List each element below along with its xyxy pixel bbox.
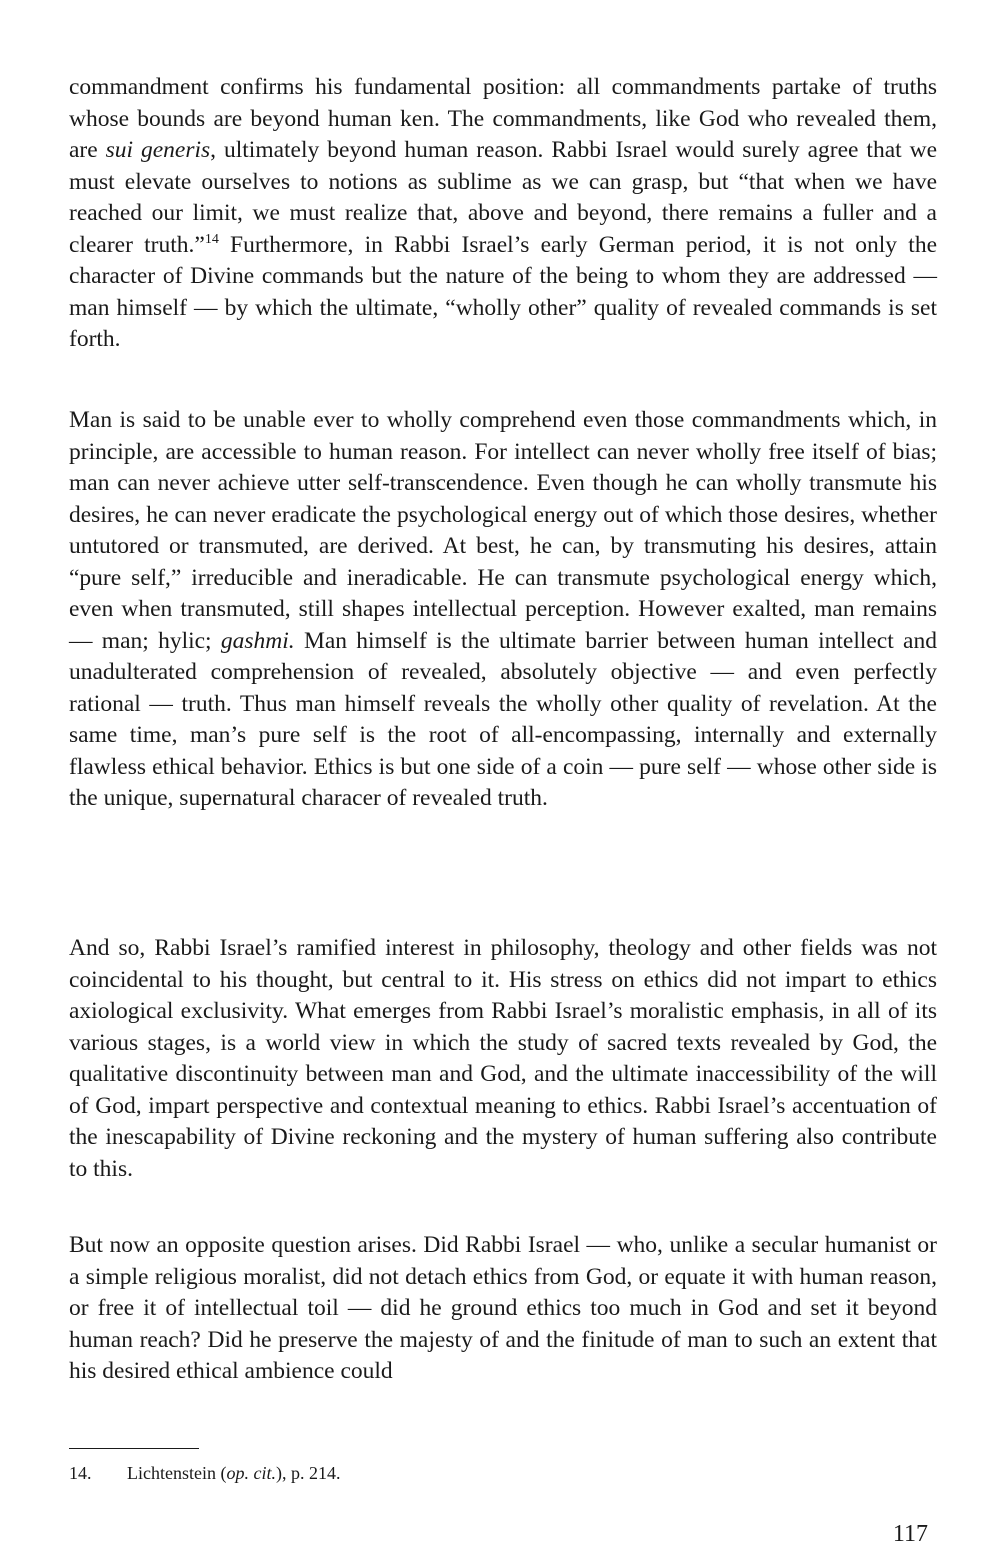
italic-phrase-sui-generis: sui generis [105,137,211,163]
paragraph-4 [69,1230,937,1388]
footnote-divider [69,1448,199,1449]
footnote-14 [69,1461,340,1485]
paragraph-2 [69,405,937,815]
paragraph-2-text [69,405,937,815]
footnote-number: 14. [69,1463,92,1483]
paragraph-2-part-a: Man is said to be unable ever to wholly comprehend even those commandments which, in principle, are accessible to human reason. For intellect can never wholly free itself of bias; man can never achieve utter self-transcendence. Even though he can wholly transmute his desires, he can never eradicate the psychological energy out of which those desires, whether untutored or transmuted, are derived. At best, he can, by transmuting his desires, attain “pure self,” irreducible and ineradicable. He can transmute psychological energy which, even when transmuted, still shapes intellectual perception. However exalted, man remains — man; hylic; [69,407,937,654]
paragraph-1-text [69,72,937,356]
paragraph-3 [69,933,937,1185]
paragraph-1-part-d: Furthermore, in Rabbi Israel’s early German period, it is not only the character of Divine commands but the nature of the being to whom they are addressed — man himself — by which the ultimate, “wholly other” quality of revealed commands is set forth. [69,231,937,352]
paragraph-4-text: But now an opposite question arises. Did Rabbi Israel — who, unlike a secular humanist or a simple religious moralist, did not detach ethics from God, or equate it with human reason, or free it of intellectual toil — did he ground ethics too much in God and set it beyond human reach? Did he preserve the majesty of and the finitude of man to such an extent that his desired ethical ambience could [69,1232,937,1384]
paragraph-3-text: And so, Rabbi Israel’s ramified interest in philosophy, theology and other fields was not coincidental to his thought, but central to it. His stress on ethics did not impart to ethics axiological exclusivity. What emerges from Rabbi Israel’s moralistic emphasis, in all of its various stages, is a world view in which the study of sacred texts revealed by God, the qualitative discontinuity between man and God, and the ultimate inaccessibility of the will of God, impart perspective and contextual meaning to ethics. Rabbi Israel’s accentuation of the inescapability of Divine reckoning and the mystery of human suffering also contribute to this. [69,935,937,1182]
page-number: 117 [892,1521,928,1547]
footnote-italic-op-cit: op. cit. [226,1463,276,1483]
paragraph-1-part-a: commandment confirms his fundamental position: all commandments partake of truths whose bounds are beyond human ken. The commandments, like God who revealed them, are [69,74,937,163]
paragraph-1-part-c: , ultimately beyond human reason. Rabbi Israel would surely agree that we must elevate ourselves to notions as sublime as we can grasp, but “that when we have reached our limit, we must realize that, above and beyond, there remains a fuller and a clearer truth.” [69,137,937,258]
footnote-text-a: Lichtenstein ( [127,1463,227,1483]
footnote-text-c: ), p. 214. [275,1463,341,1483]
italic-word-gashmi: gashmi. [220,627,295,654]
paragraph-2-part-c: Man himself is the ultimate barrier between human intellect and unadulterated comprehension of revealed, absolutely objective — and even perfectly rational — truth. Thus man himself reveals the wholly other quality of revelation. At the same time, man’s pure self is the root of all-encompassing, internally and externally flawless ethical behavior. Ethics is but one side of a coin — pure self — whose other side is the unique, supernatural characer of revealed truth. [69,627,937,811]
footnote-reference-14: 14 [204,231,219,247]
paragraph-1 [69,72,937,356]
